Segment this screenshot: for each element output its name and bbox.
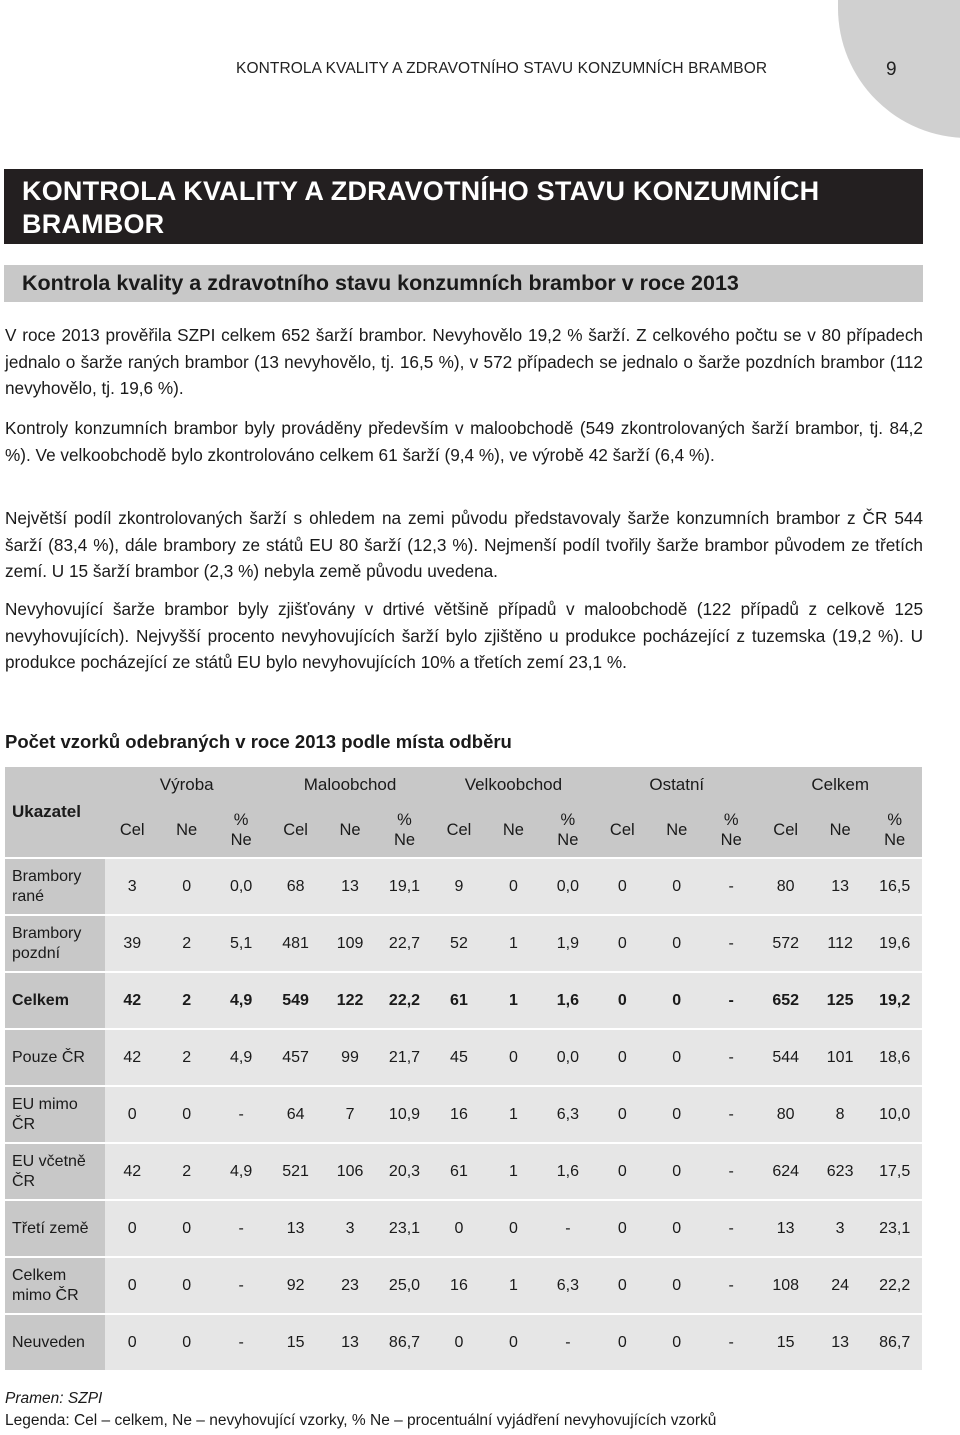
table-cell: 45 [432,1030,486,1085]
subheader-pct-ne [377,803,431,857]
table-row [5,973,922,1028]
subheader-pct-ne-label: Ne [557,831,579,849]
row-label-line1: EU včetně [12,1152,86,1170]
section-title-line1: KONTROLA KVALITY A ZDRAVOTNÍHO STAVU KONZUMNÍCH [22,176,820,206]
header-group-ostatni: Ostatní [595,767,758,803]
row-label [5,1201,105,1256]
table-legend: Legenda: Cel – celkem, Ne – nevyhovující vzorky, % Ne – procentuální vyjádření nevyhovujících vzorků [5,1412,717,1429]
subheader-pct-symbol: % [560,811,576,829]
table-cell: - [704,973,758,1028]
table-cell: - [704,1315,758,1370]
row-label-line1: Neuveden [12,1333,85,1351]
table-cell: 0 [650,1030,704,1085]
table-cell: 24 [813,1258,867,1313]
table-cell: 0 [595,1315,649,1370]
row-label [5,1087,105,1142]
paragraph-2: Kontroly konzumních brambor byly prováděny především v maloobchodě (549 zkontrolovaných šarží brambor, tj. 84,2 %). Ve velkoobchodě bylo zkontrolováno celkem 61 šarží (9,4 %), ve výrobě 42 šarží (6,4 %). [5,418,923,465]
table-row [5,916,922,971]
subheader-pct-ne [214,803,268,857]
row-label [5,1315,105,1370]
row-label-line2: rané [12,887,45,905]
section-title-line2: BRAMBOR [22,209,165,239]
table-header-subcolumns [5,803,922,857]
subheader-pct-symbol: % [397,811,412,829]
subheader-cel: Cel [595,803,649,857]
table-cell: 23,1 [377,1201,431,1256]
table-cell: 13 [813,859,867,914]
subheader-ne: Ne [323,803,377,857]
table-cell: 15 [758,1315,812,1370]
row-label [5,916,105,971]
table-row [5,1258,922,1313]
table-row [5,859,922,914]
table-cell: 3 [813,1201,867,1256]
table-header-groups [5,767,922,803]
table-cell: 16 [432,1087,486,1142]
table-cell: 0 [595,859,649,914]
paragraph-4: Nevyhovující šarže brambor byly zjišťovány v drtivé většině případů v maloobchodě (122 případů z celkově 125 nevyhovujících). Nejvyšší procento nevyhovujících šarží bylo zjištěno u produkce pocházející z tuzemska (19,2 %). U produkce pocházející ze států EU bylo nevyhovujících 10% a třetích zemí 23,1 %. [5,599,923,672]
table-cell: 0 [650,1315,704,1370]
table-cell: 4,9 [214,1144,268,1199]
table-cell: 457 [268,1030,322,1085]
table-cell: 64 [268,1087,322,1142]
table-cell: 623 [813,1144,867,1199]
table-cell: 16,5 [867,859,922,914]
table-cell: 3 [323,1201,377,1256]
table-cell: 0 [650,859,704,914]
subheader-cel: Cel [432,803,486,857]
table-cell: 2 [159,973,213,1028]
table-cell: - [704,859,758,914]
table-cell: - [214,1258,268,1313]
table-cell: 0 [650,1201,704,1256]
table-cell: 4,9 [214,973,268,1028]
table-cell: 0,0 [541,859,595,914]
row-label-line1: Brambory [12,924,82,942]
table-cell: - [704,1087,758,1142]
table-cell: 0 [595,1201,649,1256]
row-label-line1: EU mimo [12,1095,78,1113]
subheader-pct-ne-label: Ne [230,831,252,849]
table-cell: 10,9 [377,1087,431,1142]
table-cell: 0 [159,1087,213,1142]
table-cell: 13 [323,859,377,914]
table-cell: 4,9 [214,1030,268,1085]
subheader-pct-ne-label: Ne [720,831,742,849]
table-cell: 68 [268,859,322,914]
table-title: Počet vzorků odebraných v roce 2013 podle místa odběru [5,731,512,752]
table-cell: 1 [486,1144,540,1199]
table-cell: 122 [323,973,377,1028]
table-cell: 0 [105,1201,159,1256]
table-cell: 106 [323,1144,377,1199]
table-cell: 0 [595,973,649,1028]
table-cell: 42 [105,1144,159,1199]
table-cell: 13 [268,1201,322,1256]
subheader-cel: Cel [105,803,159,857]
table-cell: 1 [486,1258,540,1313]
subheader-cel: Cel [758,803,812,857]
table-cell: 19,1 [377,859,431,914]
section-title-bar [4,169,923,244]
table-cell: 0 [486,859,540,914]
table-cell: 15 [268,1315,322,1370]
table-cell: 1,6 [541,973,595,1028]
table-cell: 2 [159,1030,213,1085]
row-label-line1: Celkem [12,1266,67,1284]
table-cell: 0 [105,1087,159,1142]
table-cell: 0 [650,1144,704,1199]
table-cell: 0 [159,1201,213,1256]
subheader-ne: Ne [650,803,704,857]
table-cell: 1 [486,973,540,1028]
table-cell: 3 [105,859,159,914]
table-row [5,1144,922,1199]
table-cell: 109 [323,916,377,971]
row-label-line2: ČR [12,1115,36,1133]
paragraph-1: V roce 2013 prověřila SZPI celkem 652 šarží brambor. Nevyhovělo 19,2 % šarží. Z celkového počtu se v 80 případech jednalo o šarže raných brambor (13 nevyhovělo, tj. 16,5 %), v 572 případech se jednalo o šarže pozdních brambor (112 nevyhovělo, tj. 19,6 %). [5,325,923,398]
table-cell: 20,3 [377,1144,431,1199]
table-cell: 0 [650,1258,704,1313]
subheader-ne: Ne [813,803,867,857]
table-cell: 2 [159,1144,213,1199]
table-cell: 1,6 [541,1144,595,1199]
table-cell: 7 [323,1087,377,1142]
table-cell: 0 [486,1315,540,1370]
table-cell: - [704,1201,758,1256]
row-label-line1: Pouze ČR [12,1048,85,1066]
subheader-ne: Ne [159,803,213,857]
table-cell: 108 [758,1258,812,1313]
table-cell: 22,2 [377,973,431,1028]
subheader-pct-ne-label: Ne [884,831,906,849]
samples-table [5,767,922,1370]
table-cell: 0,0 [214,859,268,914]
subheader-ne: Ne [486,803,540,857]
subheader-pct-ne [541,803,595,857]
subheader-pct-symbol: % [887,811,902,829]
table-cell: 0 [159,859,213,914]
table-cell: 0 [105,1258,159,1313]
table-cell: 0 [486,1201,540,1256]
running-header: KONTROLA KVALITY A ZDRAVOTNÍHO STAVU KONZUMNÍCH BRAMBOR [236,60,768,77]
row-label-line1: Celkem [12,991,69,1009]
table-cell: 23 [323,1258,377,1313]
table-cell: 544 [758,1030,812,1085]
header-group-celkem: Celkem [758,767,922,803]
table-cell: - [214,1315,268,1370]
table-cell: 0 [159,1315,213,1370]
table-cell: 99 [323,1030,377,1085]
table-cell: - [541,1315,595,1370]
table-cell: 101 [813,1030,867,1085]
table-cell: 481 [268,916,322,971]
table-cell: 61 [432,973,486,1028]
table-cell: 23,1 [867,1201,922,1256]
table-cell: 0 [432,1201,486,1256]
table-cell: 13 [323,1315,377,1370]
page-corner-tab [838,0,960,138]
table-cell: 19,6 [867,916,922,971]
table-cell: 10,0 [867,1087,922,1142]
table-cell: 652 [758,973,812,1028]
row-label-line1: Třetí země [12,1219,89,1237]
table-cell: 6,3 [541,1087,595,1142]
table-cell: 86,7 [867,1315,922,1370]
table-cell: 13 [758,1201,812,1256]
table-cell: 42 [105,1030,159,1085]
table-cell: 5,1 [214,916,268,971]
row-label [5,1030,105,1085]
table-cell: 6,3 [541,1258,595,1313]
table-row [5,1030,922,1085]
table-cell: 80 [758,1087,812,1142]
row-label [5,1258,105,1313]
table-cell: 0 [486,1030,540,1085]
table-cell: - [704,916,758,971]
table-cell: 0 [105,1315,159,1370]
table-cell: - [704,1258,758,1313]
subheader-cel: Cel [268,803,322,857]
row-label-line2: mimo ČR [12,1286,79,1304]
table-cell: 0 [432,1315,486,1370]
header-ukazatel: Ukazatel [5,767,105,857]
table-cell: 0 [650,1087,704,1142]
subheader-pct-symbol: % [233,811,249,829]
table-cell: - [704,1030,758,1085]
header-group-maloobchod: Maloobchod [268,767,431,803]
table-cell: 0,0 [541,1030,595,1085]
table-cell: 0 [650,973,704,1028]
table-cell: 624 [758,1144,812,1199]
table-cell: 18,6 [867,1030,922,1085]
paragraph-3: Největší podíl zkontrolovaných šarží s ohledem na zemi původu představovaly šarže konzumních brambor z ČR 544 šarží (83,4 %), dále brambory ze států EU 80 šarží (12,3 %). Nejmenší podíl tvořily šarže brambor původem ze třetích zemí. U 15 šarží brambor (2,3 %) nebyla země původu uvedena. [5,508,923,581]
table-cell: 17,5 [867,1144,922,1199]
row-label-line1: Brambory [12,867,82,885]
table-cell: 9 [432,859,486,914]
table-cell: 39 [105,916,159,971]
table-cell: 125 [813,973,867,1028]
table-cell: 22,2 [867,1258,922,1313]
row-label-line2: ČR [12,1172,36,1190]
table-cell: 549 [268,973,322,1028]
table-body [5,857,922,1370]
table-cell: 13 [813,1315,867,1370]
table-cell: 1,9 [541,916,595,971]
table-cell: - [214,1201,268,1256]
table-cell: 0 [595,1258,649,1313]
table-cell: 80 [758,859,812,914]
subheader-pct-ne [704,803,758,857]
row-label [5,1144,105,1199]
subheader-pct-symbol: % [723,811,739,829]
row-label [5,859,105,914]
table-cell: 16 [432,1258,486,1313]
table-cell: 8 [813,1087,867,1142]
table-row [5,1201,922,1256]
table-row [5,1087,922,1142]
table-cell: 21,7 [377,1030,431,1085]
table-cell: - [541,1201,595,1256]
table-cell: 0 [595,1144,649,1199]
row-label-line2: pozdní [12,944,61,962]
table-cell: 2 [159,916,213,971]
table-cell: 0 [159,1258,213,1313]
row-label [5,973,105,1028]
subheader-pct-ne-label: Ne [393,831,416,849]
table-cell: 1 [486,1087,540,1142]
table-cell: 61 [432,1144,486,1199]
table-cell: 0 [595,916,649,971]
table-cell: 86,7 [377,1315,431,1370]
table-cell: - [214,1087,268,1142]
table-source: Pramen: SZPI [5,1390,103,1407]
subsection-title: Kontrola kvality a zdravotního stavu konzumních brambor v roce 2013 [4,265,923,302]
table-row [5,1315,922,1370]
table-cell: 22,7 [377,916,431,971]
table-cell: 0 [595,1030,649,1085]
table-cell: 572 [758,916,812,971]
table-cell: 521 [268,1144,322,1199]
table-cell: 42 [105,973,159,1028]
table-cell: 92 [268,1258,322,1313]
page-number: 9 [886,59,897,80]
header-group-velkoobchod: Velkoobchod [432,767,595,803]
header-group-vyroba: Výroba [105,767,268,803]
table-cell: 1 [486,916,540,971]
table-cell: 52 [432,916,486,971]
table-cell: 0 [595,1087,649,1142]
subheader-pct-ne [867,803,922,857]
table-cell: 19,2 [867,973,922,1028]
table-cell: - [704,1144,758,1199]
table-cell: 0 [650,916,704,971]
table-cell: 112 [813,916,867,971]
table-cell: 25,0 [377,1258,431,1313]
